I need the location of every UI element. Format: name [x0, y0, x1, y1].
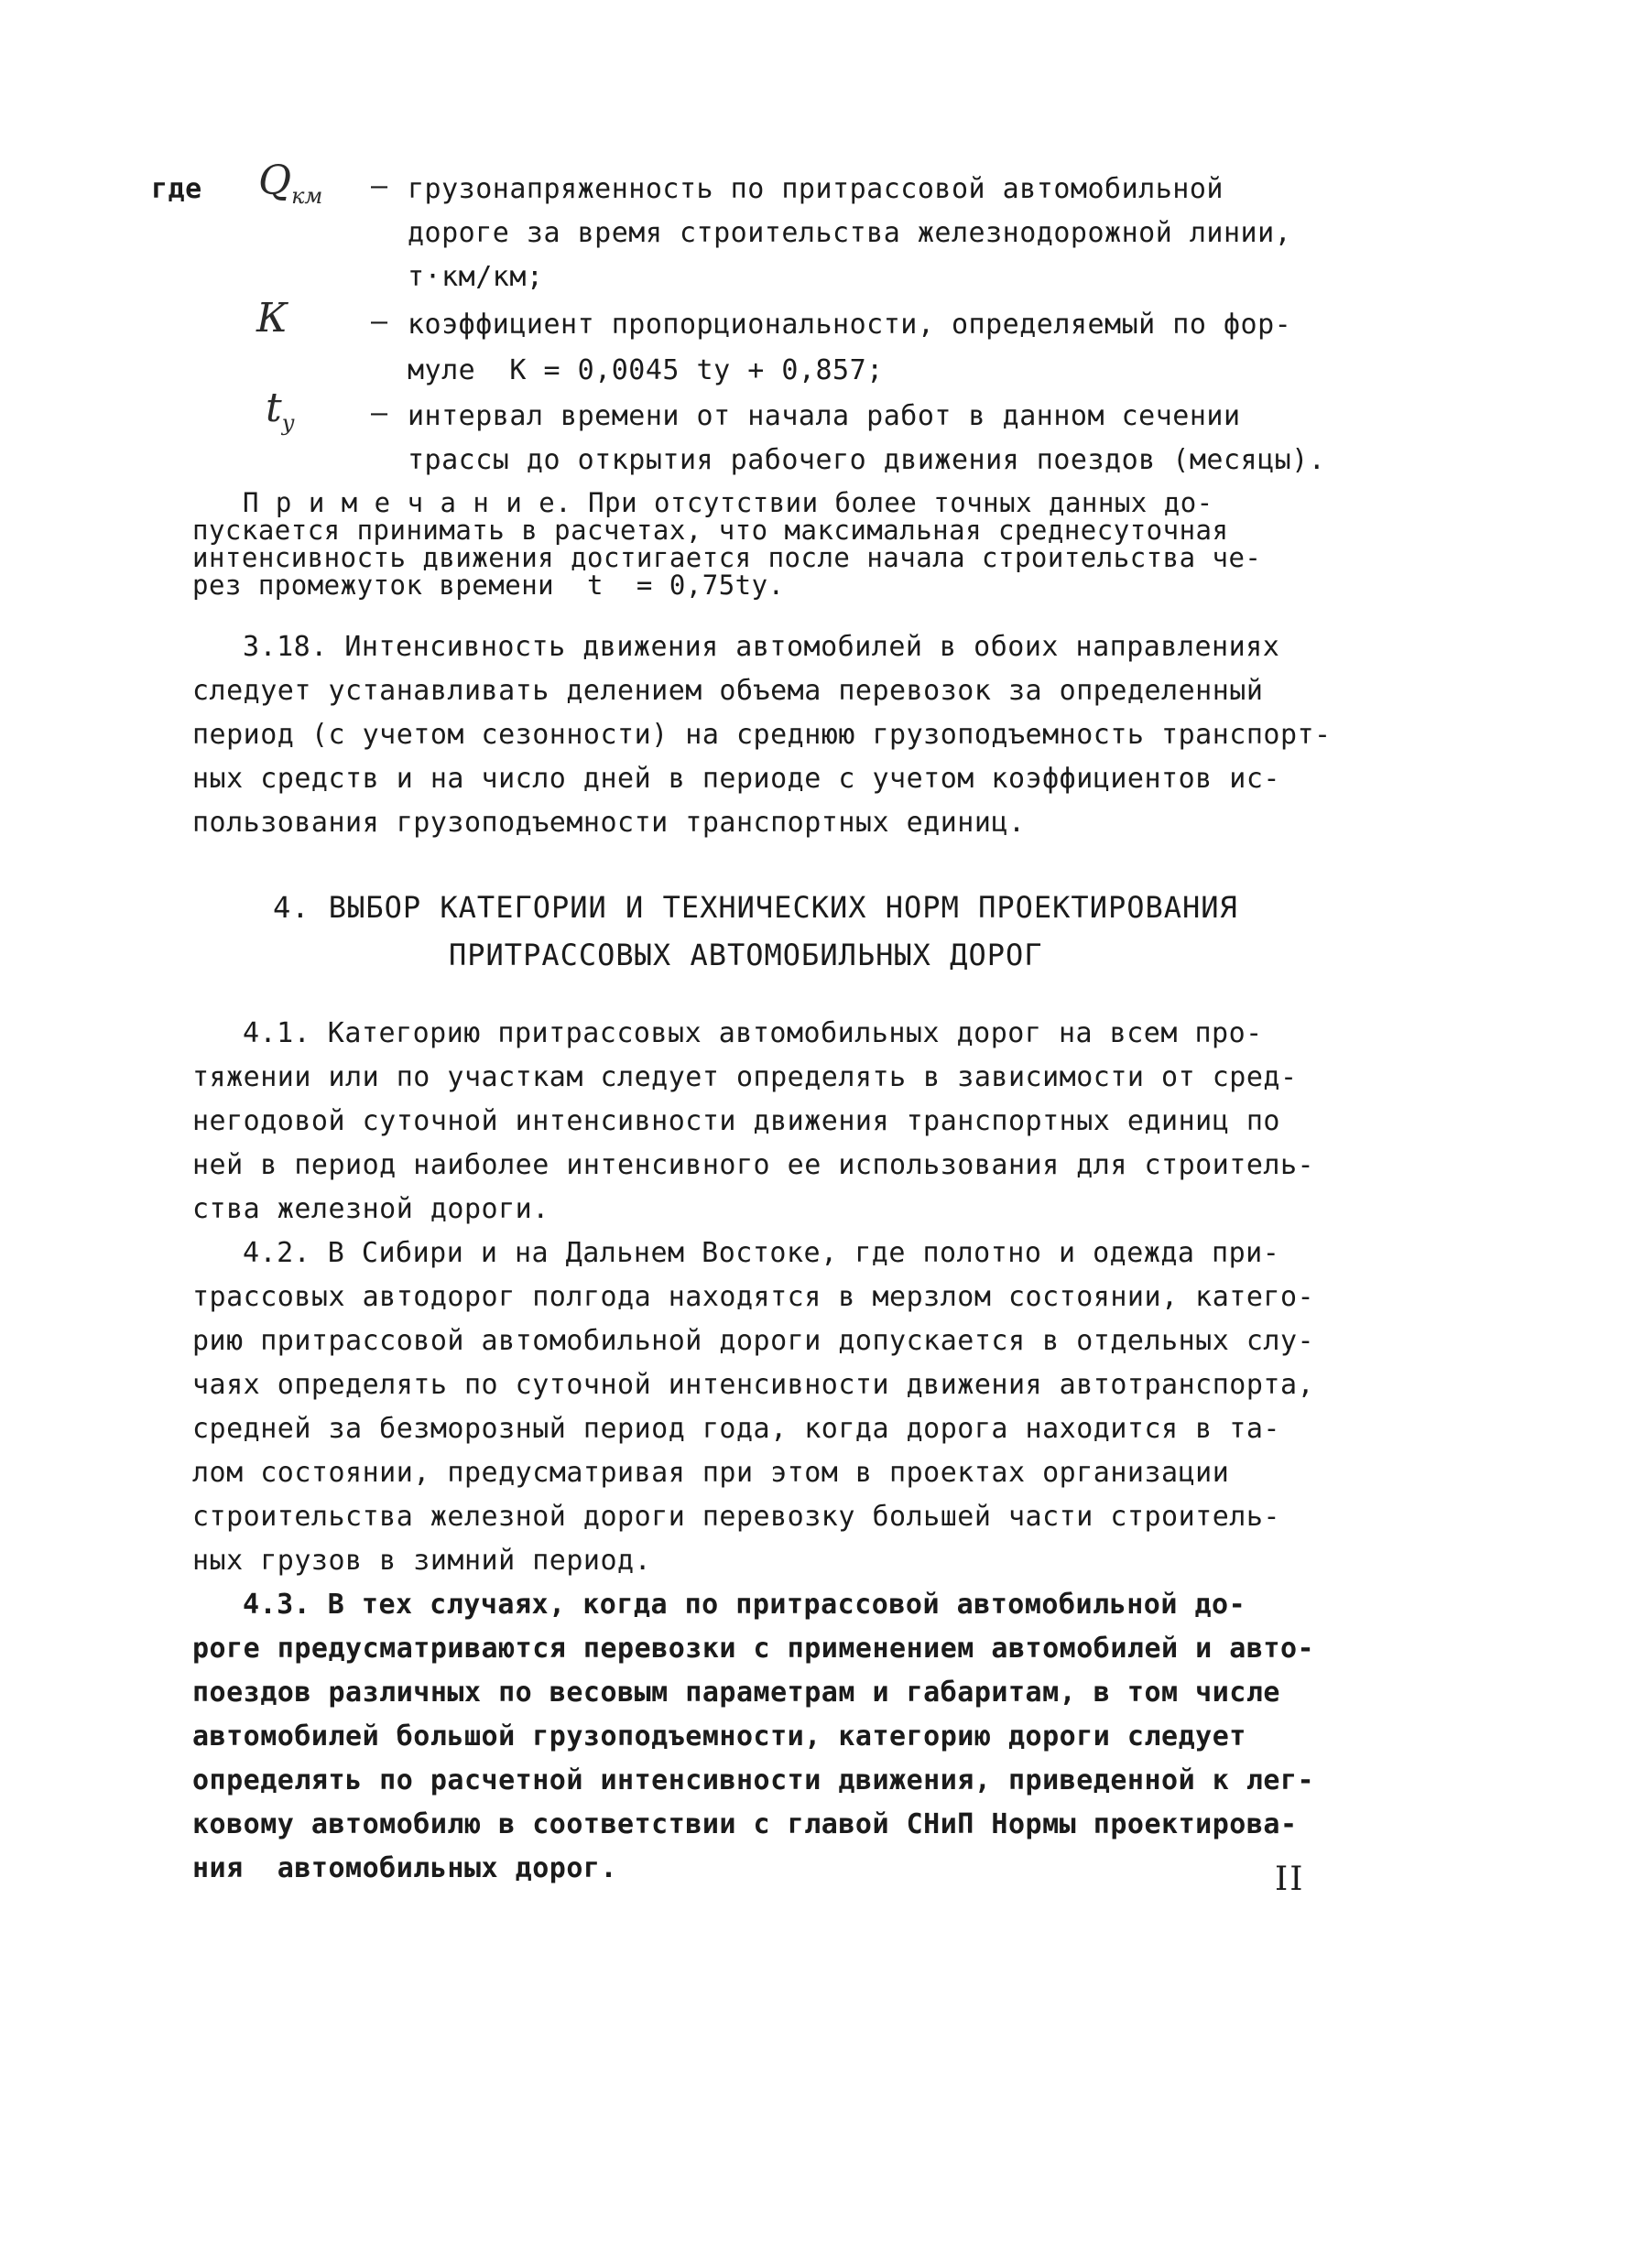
p42-line-8: ных грузов в зимний период. [192, 1545, 652, 1577]
p318-line-5: пользования грузоподъемности транспортных единиц. [192, 807, 1026, 839]
p43-line-5: определять по расчетной интенсивности движения, приведенной к лег- [192, 1764, 1315, 1796]
t-symbol-text: t [266, 385, 282, 431]
p42-line-6: лом состоянии, предусматривая при этом в проектах организации [192, 1457, 1230, 1489]
p41-line-4: ней в период наиболее интенсивного ее использования для строитель- [192, 1149, 1315, 1181]
section-heading-line-1: 4. ВЫБОР КАТЕГОРИИ И ТЕХНИЧЕСКИХ НОРМ ПРОЕКТИРОВАНИЯ [273, 890, 1238, 925]
q-definition-line-2: дороге за время строительства железнодорожной линии, [408, 217, 1292, 249]
q-definition-line-3: т·км/км; [408, 261, 544, 293]
where-label: где [151, 173, 202, 205]
p42-line-2: трассовых автодорог полгода находятся в мерзлом состоянии, катего- [192, 1281, 1315, 1313]
t-symbol-sub: y [281, 409, 295, 436]
definition-dash: – [371, 306, 388, 338]
k-definition-line-1: коэффициент пропорциональности, определяемый по фор- [408, 309, 1292, 341]
p43-line-7: ния автомобильных дорог. [192, 1852, 618, 1884]
t-definition-line-1: интервал времени от начала работ в данном сечении [408, 400, 1241, 432]
p43-line-3: поездов различных по весовым параметрам и габаритам, в том числе [192, 1677, 1280, 1709]
p42-line-3: рию притрассовой автомобильной дороги допускается в отдельных слу- [192, 1325, 1315, 1357]
definition-dash: – [371, 170, 388, 202]
definition-dash: – [371, 397, 388, 429]
p42-line-1: 4.2. В Сибири и на Дальнем Востоке, где полотно и одежда при- [243, 1237, 1280, 1269]
note-line-2: пускается принимать в расчетах, что максимальная среднесуточная [192, 515, 1229, 546]
q-definition-line-1: грузонапряженность по притрассовой автомобильной [408, 173, 1224, 205]
t-y-symbol [266, 385, 294, 436]
k-definition-line-2: муле К = 0,0045 ty + 0,857; [408, 354, 884, 386]
q-symbol-sub: км [291, 182, 323, 209]
p43-line-4: автомобилей большой грузоподъемности, категорию дороги следует [192, 1720, 1246, 1753]
note-line-3: интенсивность движения достигается после начала строительства че- [192, 542, 1262, 573]
p41-line-3: негодовой суточной интенсивности движения транспортных единиц по [192, 1105, 1280, 1137]
p41-line-5: ства железной дороги. [192, 1193, 549, 1225]
p43-line-1: 4.3. В тех случаях, когда по притрассовой автомобильной до- [243, 1589, 1246, 1621]
note-line-4: рез промежуток времени t = 0,75ty. [192, 570, 785, 601]
q-symbol-text: Q [258, 157, 292, 204]
p318-line-4: ных средств и на число дней в периоде с учетом коэффициентов ис- [192, 763, 1280, 795]
k-symbol: К [256, 295, 288, 342]
p42-line-4: чаях определять по суточной интенсивности движения автотранспорта, [192, 1369, 1315, 1401]
p41-line-2: тяжении или по участкам следует определять в зависимости от сред- [192, 1061, 1298, 1093]
p41-line-1: 4.1. Категорию притрассовых автомобильных дорог на всем про- [243, 1017, 1263, 1049]
p318-line-2: следует устанавливать делением объема перевозок за определенный [192, 675, 1264, 707]
q-km-symbol [258, 157, 322, 209]
section-heading-line-2: ПРИТРАССОВЫХ АВТОМОБИЛЬНЫХ ДОРОГ [449, 938, 1043, 972]
p42-line-7: строительства железной дороги перевозку большей части строитель- [192, 1501, 1280, 1533]
note-line-1: П р и м е ч а н и е. При отсутствии более точных данных до- [243, 487, 1213, 518]
t-definition-line-2: трассы до открытия рабочего движения поездов (месяцы). [408, 444, 1326, 476]
p43-line-6: ковому автомобилю в соответствии с главой СНиП Нормы проектирова- [192, 1808, 1298, 1840]
page-number: II [1275, 1861, 1305, 1898]
p43-line-2: роге предусматриваются перевозки с применением автомобилей и авто- [192, 1633, 1315, 1665]
p42-line-5: средней за безморозный период года, когда дорога находится в та- [192, 1413, 1280, 1445]
p318-line-1: 3.18. Интенсивность движения автомобилей в обоих направлениях [243, 631, 1280, 663]
p318-line-3: период (с учетом сезонности) на среднюю грузоподъемность транспорт- [192, 719, 1332, 751]
